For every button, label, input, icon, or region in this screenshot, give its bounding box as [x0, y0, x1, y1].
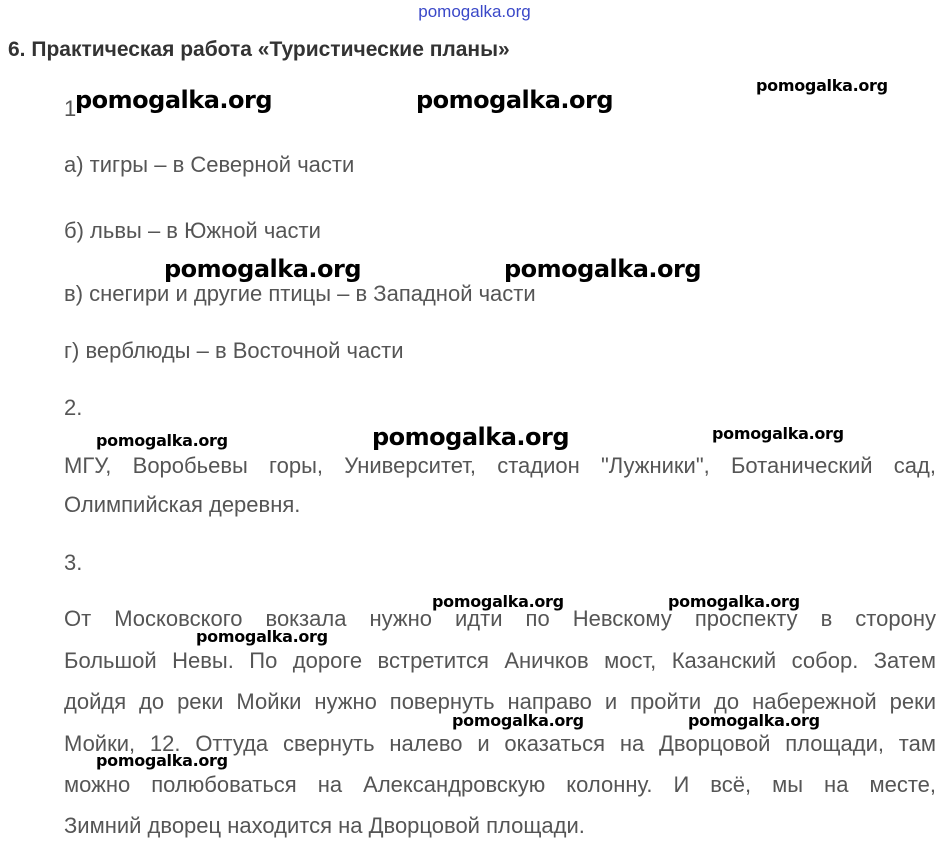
watermark: pomogalka.org [96, 431, 228, 450]
section-3-number: 3. [64, 550, 83, 575]
site-header: pomogalka.org [418, 2, 531, 21]
paragraph-line: можно полюбоваться на Александровскую колонну. И всё, мы на месте, [64, 772, 936, 797]
watermark: pomogalka.org [372, 423, 570, 451]
page-title: 6. Практическая работа «Туристические планы» [8, 38, 510, 61]
list-item: в) снегири и другие птицы – в Западной части [64, 281, 536, 306]
watermark: pomogalka.org [432, 592, 564, 611]
list-item: г) верблюды – в Восточной части [64, 338, 404, 363]
section-2-number: 2. [64, 395, 83, 420]
section-1-number: 1 [64, 96, 77, 121]
paragraph-line: Большой Невы. По дороге встретится Аничков мост, Казанский собор. Затем [64, 648, 936, 673]
watermark: pomogalka.org [164, 255, 362, 283]
watermark: pomogalka.org [668, 592, 800, 611]
watermark: pomogalka.org [96, 751, 228, 770]
watermark: pomogalka.org [688, 711, 820, 730]
paragraph-line: Зимний дворец находится на Дворцовой площади. [64, 813, 585, 838]
paragraph-line: дойдя до реки Мойки нужно повернуть направо и пройти до набережной реки [64, 689, 936, 714]
paragraph-line: От Московского вокзала нужно идти по Невскому проспекту в сторону [64, 606, 936, 631]
list-item: а) тигры – в Северной части [64, 152, 355, 177]
watermark: pomogalka.org [452, 711, 584, 730]
watermark: pomogalka.org [75, 86, 273, 114]
list-item: б) львы – в Южной части [64, 218, 321, 243]
watermark: pomogalka.org [416, 86, 614, 114]
paragraph-line: МГУ, Воробьевы горы, Университет, стадион "Лужники", Ботанический сад, [64, 453, 936, 478]
paragraph-line: Олимпийская деревня. [64, 492, 301, 517]
watermark: pomogalka.org [756, 76, 888, 95]
watermark: pomogalka.org [712, 424, 844, 443]
paragraph-line: Мойки, 12. Оттуда свернуть налево и оказаться на Дворцовой площади, там [64, 731, 936, 756]
watermark: pomogalka.org [504, 255, 702, 283]
watermark: pomogalka.org [196, 627, 328, 646]
